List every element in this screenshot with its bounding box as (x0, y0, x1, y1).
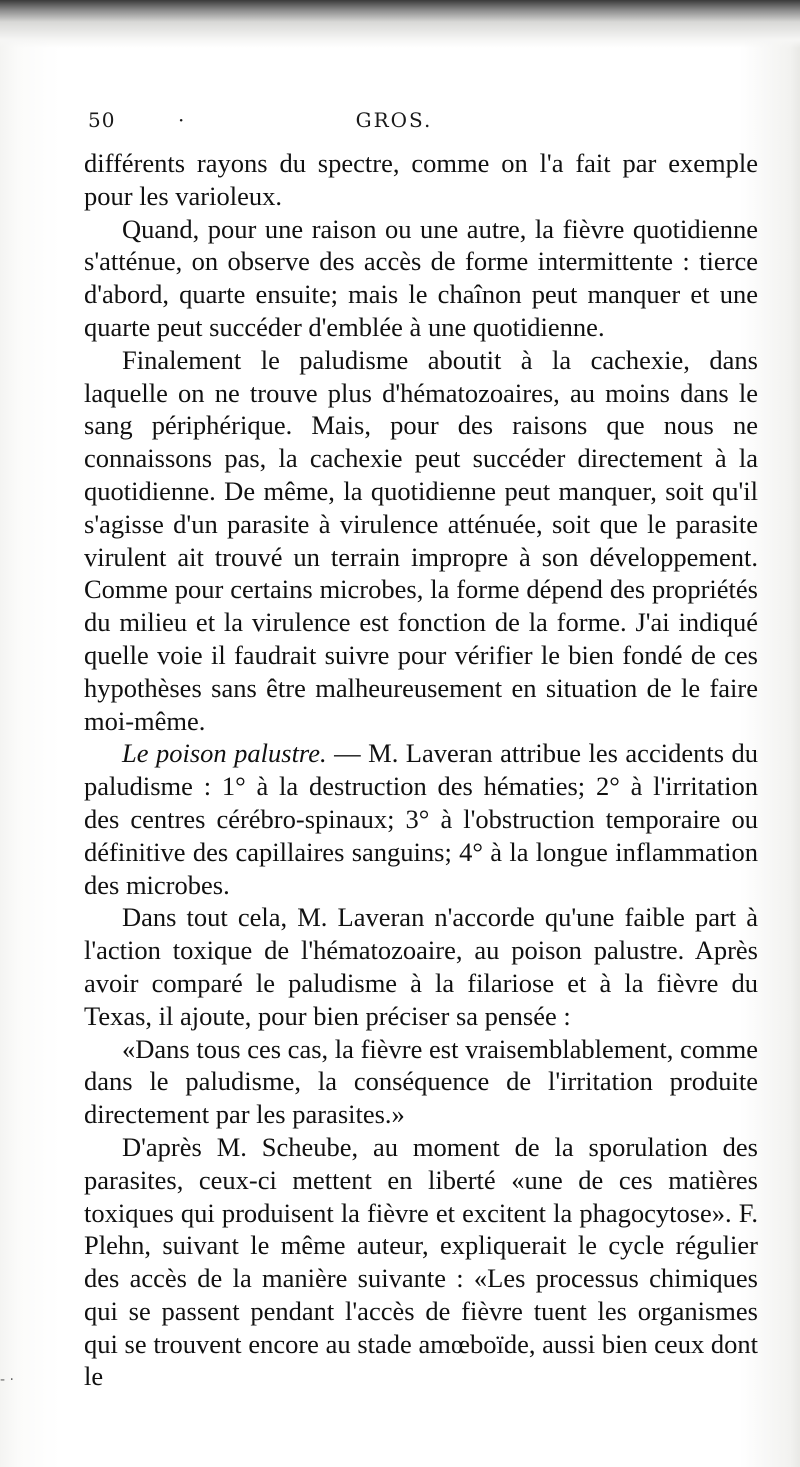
header-separator: · (178, 108, 185, 132)
margin-mark: - · (0, 1372, 14, 1388)
body-text (84, 147, 758, 1393)
quotation: «Dans tous ces cas, la fièvre est vraisemblablement, comme dans le paludisme, la conséquence de l'irritation produite directement par les parasites.» (84, 1033, 758, 1130)
page-number: 50 (88, 108, 116, 132)
paragraph: Finalement le paludisme aboutit à la cachexie, dans laquelle on ne trouve plus d'hématozoaires, au moins dans le sang périphérique. Mais, pour des raisons que nous ne connaissons pas, la cachexie peut succéder directement à la quotidienne. De même, la quotidienne peut manquer, soit qu'il s'agisse d'un parasite à virulence atténuée, soit que le parasite virulent ait trouvé un terrain impropre à son développement. Comme pour certains microbes, la forme dépend des propriétés du milieu et la virulence est fonction de la forme. J'ai indiqué quelle voie il faudrait suivre pour vérifier le bien fondé de ces hypothèses sans être malheureusement en situation de le faire moi-même. (84, 344, 758, 736)
paragraph-section (84, 737, 758, 901)
scan-shadow (0, 0, 800, 48)
paragraph: Quand, pour une raison ou une autre, la fièvre quotidienne s'atténue, on observe des accès de forme intermittente : tierce d'abord, quarte ensuite; mais le chaînon peut manquer et une quarte peut succéder d'emblée à une quotidienne. (84, 213, 758, 342)
section-text: — M. Laveran attribue les accidents du paludisme : 1° à la destruction des hématies; 2° à l'irritation des centres cérébro-spinaux; 3° à l'obstruction temporaire ou définitive des capillaires sanguins; 4° à la longue inflammation des microbes. (84, 738, 758, 900)
running-title: GROS. (355, 108, 433, 132)
section-lead: Le poison palustre. (122, 738, 327, 769)
paragraph: D'après M. Scheube, au moment de la sporulation des parasites, ceux-ci mettent en liberté «une de ces matières toxiques qui produisent la fièvre et excitent la phagocytose». F. Plehn, suivant le même auteur, expliquerait le cycle régulier des accès de la manière suivante : «Les processus chimiques qui se passent pendant l'accès de fièvre tuent les organismes qui se trouvent encore au stade amœboïde, aussi bien ceux dont le (84, 1131, 758, 1392)
paragraph: différents rayons du spectre, comme on l'a fait par exemple pour les varioleux. (84, 148, 758, 211)
paragraph: Dans tout cela, M. Laveran n'accorde qu'une faible part à l'action toxique de l'hématozoaire, au poison palustre. Après avoir comparé le paludisme à la filariose et à la fièvre du Texas, il ajoute, pour bien préciser sa pensée : (84, 902, 758, 1031)
page-header (88, 108, 700, 138)
